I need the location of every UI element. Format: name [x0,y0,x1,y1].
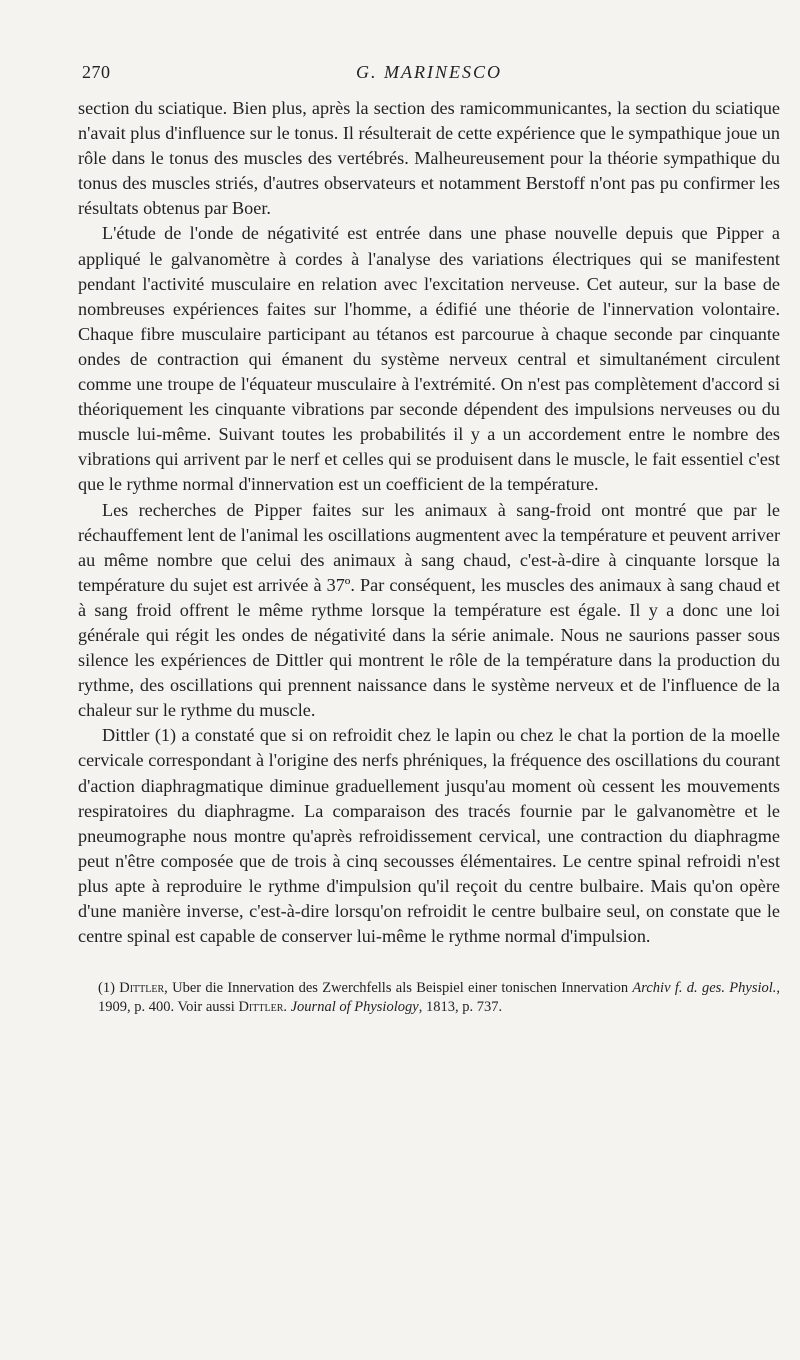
body-text [78,96,780,949]
footnote [78,979,780,1017]
running-head: G. MARINESCO [356,62,502,82]
footnote-text: , 1813, p. 737. [418,999,503,1016]
paragraph: Dittler (1) a constaté que si on refroidit chez le lapin ou chez le chat la portion de la moelle cervicale correspondant à l'origine des nerfs phréniques, la fréquence des oscillations du courant d'action diaphragmatique diminue graduellement jusqu'au moment où cessent les mouvements respiratoires du diaphragme. La comparaison des tracés fournie par le galvanomètre et le pneumographe nous montre qu'après refroidissement cervical, une contraction du diaphragme peut n'être composée que de trois à cinq secousses élémentaires. Le centre spinal refroidi n'est plus apte à reproduire le rythme d'impulsion qu'il reçoit du centre bulbaire. Mais qu'on opère d'une manière inverse, c'est-à-dire lorsqu'on refroidit le centre bulbaire seul, on constate que le centre spinal est capable de conserver lui-même le rythme normal d'impulsion. [78,725,780,947]
paragraph: section du sciatique. Bien plus, après la section des ramicommunicantes, la section du sciatique n'avait plus d'influence sur le tonus. Il résulterait de cette expérience que le sympathique joue un rôle dans le tonus des muscles des vertébrés. Malheureusement pour la théorie sympathique du tonus des muscles striés, d'autres observateurs et notamment Berstoff n'ont pas pu confirmer les résultats obtenus par Boer. [78,98,780,219]
footnote-journal: Archiv f. d. ges. Physiol. [632,980,777,997]
footnote-author: Dittler [119,980,165,997]
footnote-text: , Uber die Innervation des Zwerchfells als Beispiel einer tonischen Innervation [164,980,629,997]
page-number: 270 [82,62,111,82]
paragraph: Les recherches de Pipper faites sur les animaux à sang-froid ont montré que par le réchauffement lent de l'animal les oscillations augmentent avec la température et peuvent arriver au même nombre que celui des animaux à sang chaud, c'est-à-dire à cinquante lorsque la température du sujet est arrivée à 37º. Par conséquent, les muscles des animaux à sang chaud et à sang froid offrent le même rythme lorsque la température est égale. Il y a donc une loi générale qui régit les ondes de négativité dans la série animale. Nous ne saurions passer sous silence les expériences de Dittler qui montrent le rôle de la température dans la production du rythme, des oscillations qui prennent naissance dans le système nerveux et de l'influence de la chaleur sur le rythme du muscle. [78,499,780,721]
footnote-author: Dittler [238,999,284,1016]
footnote-text: , 1909, p. 400. Voir aussi [98,980,781,1016]
footnote-journal: Journal of Physiology [290,999,419,1016]
page-header [78,56,780,88]
footnote-text: . [283,999,291,1016]
book-page [78,56,780,1356]
paragraph: L'étude de l'onde de négativité est entrée dans une phase nouvelle depuis que Pipper a appliqué le galvanomètre à cordes à l'analyse des variations électriques qui se manifestent pendant l'activité musculaire en relation avec l'excitation nerveuse. Cet auteur, sur la base de nombreuses expériences faites sur l'homme, a édifié une théorie de l'innervation volontaire. Chaque fibre musculaire participant au tétanos est parcourue à chaque seconde par cinquante ondes de contraction qui émanent du système nerveux central et simultanément circulent comme une troupe de l'équateur musculaire à l'extrémité. On n'est pas complètement d'accord si théoriquement les cinquante vibrations par seconde dépendent des impulsions nerveuses ou du muscle lui-même. Suivant toutes les probabilités il y a un accordement entre le nombre des vibrations qui arrivent par le nerf et celles qui se produisent dans le muscle, le fait essentiel c'est que le rythme normal d'innervation est un coefficient de la température. [78,223,780,495]
footnote-marker: (1) [98,980,115,997]
